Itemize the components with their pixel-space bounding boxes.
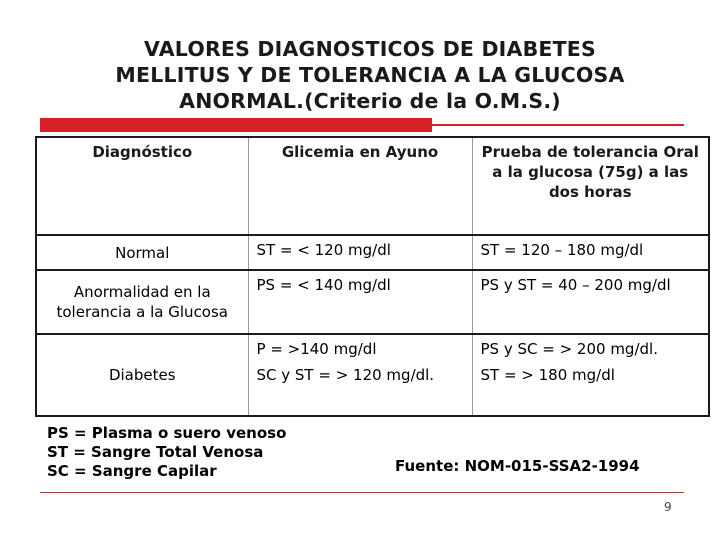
cell-line: ST = < 120 mg/dl <box>256 241 391 259</box>
row-fasting-diabetes <box>248 334 472 416</box>
table-header-row <box>36 137 709 235</box>
row-fasting-normal <box>248 235 472 270</box>
header-diagnosis: Diagnóstico <box>36 137 248 235</box>
header-ogtt: Prueba de tolerancia Oral a la glucosa (75g) a las dos horas <box>472 137 709 235</box>
row-ogtt-abnormal <box>472 270 709 334</box>
table-row <box>36 270 709 334</box>
title-underline-bar <box>40 118 432 132</box>
cell-line: ST = 120 – 180 mg/dl <box>480 241 644 259</box>
row-ogtt-diabetes <box>472 334 709 416</box>
row-diagnosis-normal: Normal <box>36 235 248 270</box>
cell-line: PS y ST = 40 – 200 mg/dl <box>480 276 671 294</box>
title-underline-thin <box>432 124 684 126</box>
cell-line: PS = < 140 mg/dl <box>256 276 391 294</box>
source-citation: Fuente: NOM-015-SSA2-1994 <box>395 457 640 475</box>
cell-line: P = >140 mg/dl <box>256 340 377 358</box>
cell-line: PS y SC = > 200 mg/dl. <box>480 340 658 358</box>
table-row <box>36 334 709 416</box>
footer-divider <box>40 492 684 493</box>
legend-item-sc: SC = Sangre Capilar <box>47 462 217 480</box>
legend-item-st: ST = Sangre Total Venosa <box>47 443 264 461</box>
title-line-2: MELLITUS Y DE TOLERANCIA A LA GLUCOSA <box>115 63 625 87</box>
row-ogtt-normal <box>472 235 709 270</box>
legend-item-ps: PS = Plasma o suero venoso <box>47 424 287 442</box>
row-fasting-abnormal <box>248 270 472 334</box>
title-line-3: ANORMAL.(Criterio de la O.M.S.) <box>179 89 561 113</box>
header-fasting: Glicemia en Ayuno <box>248 137 472 235</box>
row-diagnosis-diabetes: Diabetes <box>36 334 248 416</box>
title-line-1: VALORES DIAGNOSTICOS DE DIABETES <box>144 37 596 61</box>
diagnostic-table <box>35 136 710 417</box>
cell-line: ST = > 180 mg/dl <box>480 366 615 384</box>
page-number: 9 <box>664 500 672 514</box>
row-diagnosis-abnormal: Anormalidad en la tolerancia a la Glucosa <box>36 270 248 334</box>
abbreviation-legend <box>47 424 286 481</box>
table-row <box>36 235 709 270</box>
slide-title <box>40 36 700 114</box>
cell-line: SC y ST = > 120 mg/dl. <box>256 366 435 384</box>
